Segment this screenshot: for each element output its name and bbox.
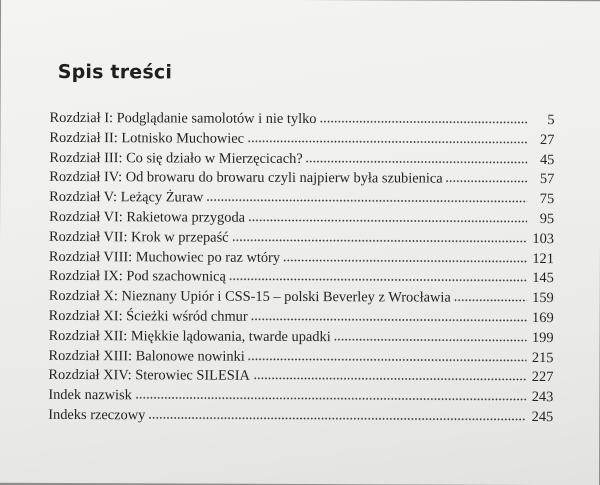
dot-leader — [248, 348, 527, 361]
toc-entry — [49, 188, 554, 210]
toc-entry-page: 103 — [532, 230, 555, 247]
dot-leader — [283, 250, 527, 263]
toc-entry — [49, 228, 554, 250]
toc-title: Spis treści — [57, 60, 173, 84]
toc-entry-label: Rozdział X: Nieznany Upiór i CSS-15 – polski Beverley z Wrocławia — [48, 288, 451, 306]
toc-list — [48, 109, 554, 428]
toc-entry-page: 27 — [540, 131, 555, 148]
toc-entry — [49, 247, 554, 269]
toc-entry-label: Rozdział IV: Od browaru do browaru czyli najpierw była szubienica — [49, 169, 443, 188]
toc-entry — [49, 208, 554, 230]
toc-entry — [49, 168, 554, 190]
toc-entry-page: 227 — [531, 369, 554, 386]
toc-entry-page: 57 — [539, 171, 555, 188]
dot-leader — [232, 229, 527, 242]
toc-entry-page: 45 — [539, 151, 555, 168]
dot-leader — [206, 190, 527, 203]
toc-entry-page: 199 — [531, 329, 554, 346]
toc-entry — [49, 129, 554, 151]
toc-entry-label: Rozdział XI: Ścieżki wśród chmur — [48, 307, 248, 325]
dot-leader — [334, 329, 527, 342]
toc-entry-page: 145 — [532, 270, 554, 287]
toc-entry-label: Rozdział XIV: Sterowiec SILESIA — [48, 367, 251, 385]
toc-entry-page: 95 — [539, 211, 555, 228]
toc-entry-page: 243 — [531, 389, 554, 406]
toc-entry-page: 5 — [547, 112, 555, 129]
toc-entry — [49, 307, 554, 329]
toc-entry-label: Rozdział III: Co się działo w Mierzęcicach? — [49, 149, 303, 167]
toc-entry — [48, 346, 553, 368]
dot-leader — [454, 290, 527, 302]
toc-entry-page: 159 — [532, 290, 554, 307]
toc-entry — [49, 327, 554, 349]
toc-entry-label: Rozdział II: Lotnisko Muchowiec — [49, 129, 245, 147]
toc-entry-label: Indeks rzeczowy — [48, 406, 146, 424]
toc-entry — [48, 386, 553, 408]
dot-leader — [253, 368, 526, 381]
toc-entry-label: Rozdział XII: Miękkie lądowania, twarde upadki — [48, 327, 331, 345]
toc-entry — [49, 148, 554, 170]
dot-leader — [135, 387, 527, 401]
toc-entry-label: Rozdział VII: Krok w przepaść — [48, 228, 229, 246]
toc-entry — [49, 287, 554, 309]
toc-entry-label: Rozdział IX: Pod szachownicą — [48, 268, 226, 286]
dot-leader — [306, 151, 528, 164]
dot-leader — [320, 111, 528, 124]
dot-leader — [247, 131, 527, 144]
toc-entry-label: Rozdział V: Leżący Żuraw — [49, 189, 204, 206]
toc-entry — [49, 109, 554, 131]
toc-entry-page: 245 — [531, 408, 554, 426]
toc-entry-label: Rozdział XIII: Balonowe nowinki — [48, 347, 245, 365]
dot-leader — [248, 210, 527, 223]
toc-entry-label: Rozdział VIII: Muchowiec po raz wtóry — [48, 248, 281, 266]
toc-entry-label: Indek nazwisk — [48, 387, 132, 404]
toc-entry-page: 121 — [532, 250, 554, 267]
dot-leader — [251, 309, 527, 322]
dot-leader — [229, 269, 527, 282]
toc-entry — [49, 267, 554, 289]
toc-entry — [48, 366, 553, 388]
toc-entry-page: 215 — [531, 349, 554, 366]
dot-leader — [148, 407, 526, 421]
toc-entry — [48, 406, 553, 428]
toc-entry-page: 75 — [539, 191, 555, 208]
toc-entry-label: Rozdział VI: Rakietowa przygoda — [49, 208, 246, 226]
toc-entry-page: 169 — [532, 309, 554, 327]
toc-entry-label: Rozdział I: Podglądanie samolotów i nie tylko — [49, 109, 317, 128]
dot-leader — [446, 171, 528, 183]
